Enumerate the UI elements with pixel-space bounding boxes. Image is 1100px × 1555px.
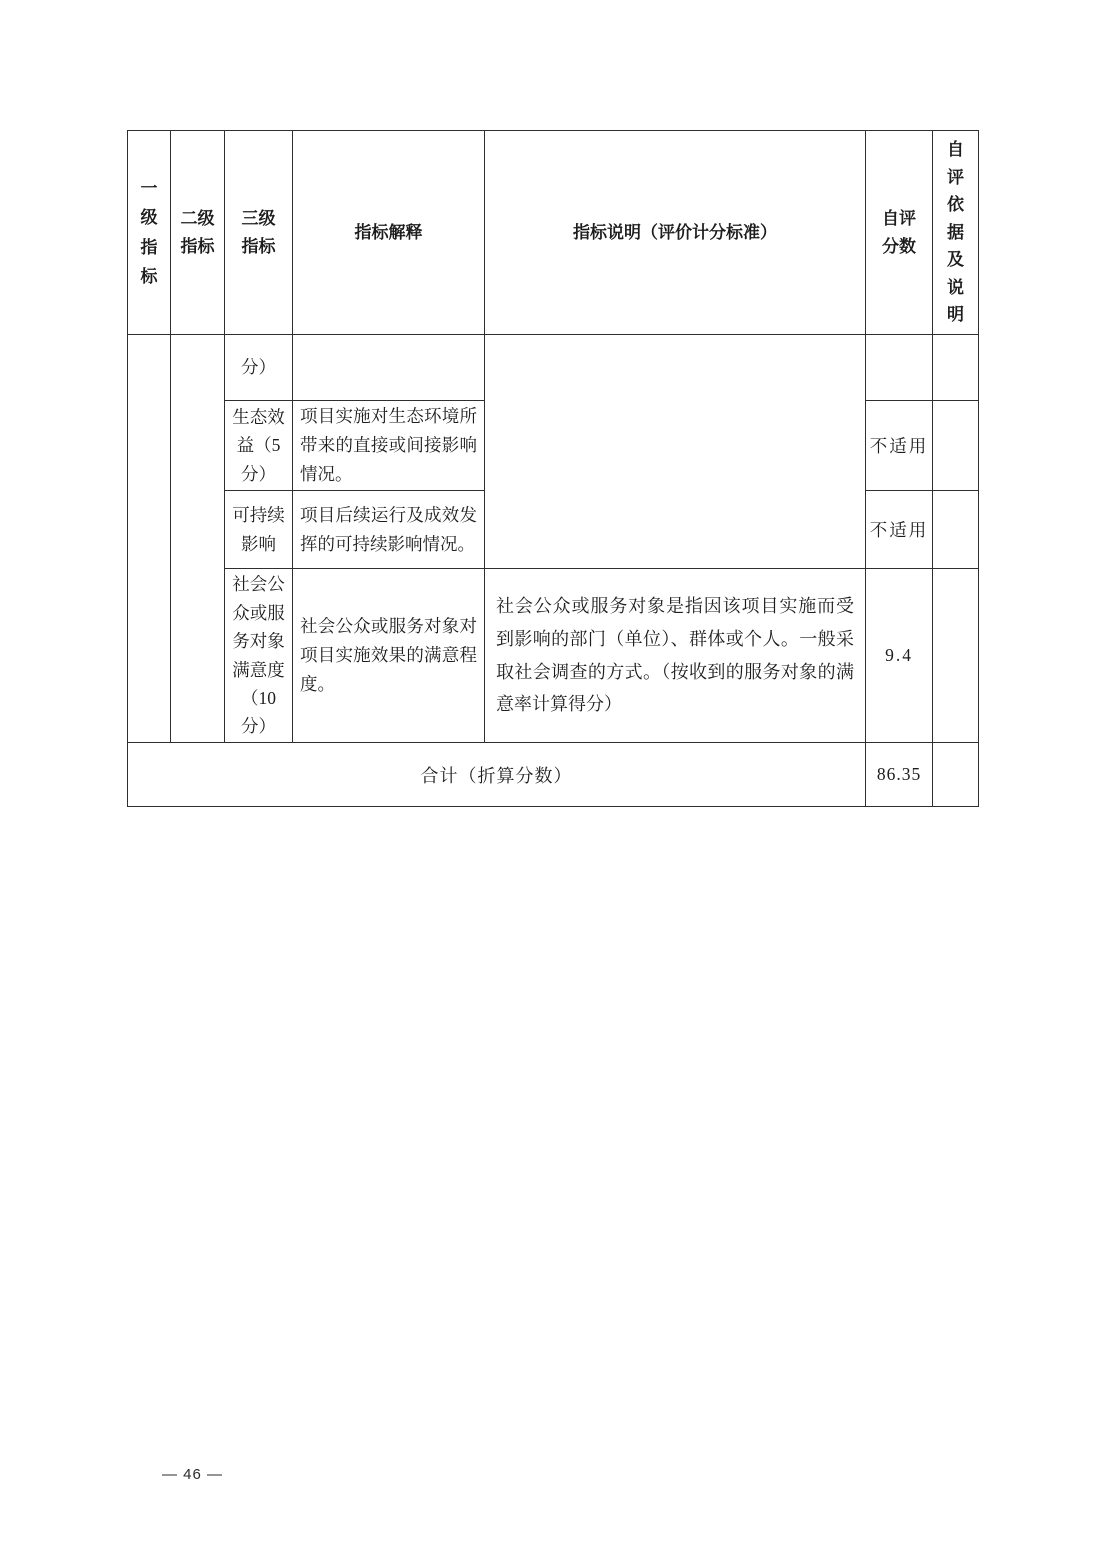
header-indicator-explanation xyxy=(293,131,485,335)
row-sustainability-basis-cell xyxy=(933,491,979,569)
evaluation-indicator-table xyxy=(127,130,979,807)
row-satisfaction-indicator-cell xyxy=(225,569,293,743)
row-satisfaction-score-cell xyxy=(866,569,933,743)
header-self-evaluation-basis-label: 自评依据及说明 xyxy=(946,140,964,325)
page-number: — 46 — xyxy=(162,1466,224,1483)
total-score-cell xyxy=(866,743,933,807)
row-sustainability-indicator-text: 可持续影响 xyxy=(232,505,285,554)
row-satisfaction-description-cell xyxy=(485,569,866,743)
description-merged-empty-cell xyxy=(485,335,866,569)
header-self-evaluation-basis xyxy=(933,131,979,335)
total-basis-cell xyxy=(933,743,979,807)
row-sustainability-score-cell xyxy=(866,491,933,569)
level2-indicator-empty-cell xyxy=(171,335,225,743)
header-self-score-label: 自评分数 xyxy=(882,209,916,256)
row-sustainability-explanation-text: 项目后续运行及成效发挥的可持续影响情况。 xyxy=(300,504,477,554)
total-label-cell xyxy=(128,743,866,807)
row-satisfaction-explanation-text: 社会公众或服务对象对项目实施效果的满意程度。 xyxy=(300,616,477,694)
header-self-score xyxy=(866,131,933,335)
header-indicator-explanation-label: 指标解释 xyxy=(354,222,423,242)
row-eco-benefit-score-cell xyxy=(866,401,933,491)
row-sustainability-indicator-cell xyxy=(225,491,293,569)
row-satisfaction-explanation-cell xyxy=(293,569,485,743)
row-sustainability-score-text: 不适用 xyxy=(869,520,929,540)
row-continuation-basis-cell xyxy=(933,335,979,401)
total-score-text: 86.35 xyxy=(876,764,922,784)
header-level1-indicator-label: 一级指标 xyxy=(140,179,158,286)
row-sustainability-explanation-cell xyxy=(293,491,485,569)
total-label-text: 合计（折算分数） xyxy=(420,765,573,786)
row-continuation-indicator-text: 分） xyxy=(241,357,276,378)
row-satisfaction-score-text: 9.4 xyxy=(885,645,913,665)
row-eco-benefit-explanation-text: 项目实施对生态环境所带来的直接或间接影响情况。 xyxy=(300,406,477,484)
header-indicator-description-label: 指标说明（评价计分标准） xyxy=(573,222,777,242)
row-eco-benefit-score-text: 不适用 xyxy=(869,436,929,456)
row-eco-benefit-indicator-text: 生态效益（5分） xyxy=(232,406,285,484)
header-level2-indicator-label: 二级指标 xyxy=(180,209,215,256)
row-satisfaction-indicator-text: 社会公众或服务对象满意度（10分） xyxy=(232,574,285,737)
row-satisfaction-basis-cell xyxy=(933,569,979,743)
row-continuation-explanation-cell xyxy=(293,335,485,401)
header-indicator-description xyxy=(485,131,866,335)
header-level1-indicator xyxy=(128,131,171,335)
row-eco-benefit-explanation-cell xyxy=(293,401,485,491)
row-eco-benefit-basis-cell xyxy=(933,401,979,491)
row-satisfaction-description-text: 社会公众或服务对象是指因该项目实施而受到影响的部门（单位）、群体或个人。一般采取社会调查的方式。（按收到的服务对象的满意率计算得分） xyxy=(496,596,854,715)
level1-indicator-empty-cell xyxy=(128,335,171,743)
header-level3-indicator xyxy=(225,131,293,335)
row-continuation-indicator-cell xyxy=(225,335,293,401)
header-level2-indicator xyxy=(171,131,225,335)
row-eco-benefit-indicator-cell xyxy=(225,401,293,491)
header-level3-indicator-label: 三级指标 xyxy=(241,209,276,256)
row-continuation-score-cell xyxy=(866,335,933,401)
